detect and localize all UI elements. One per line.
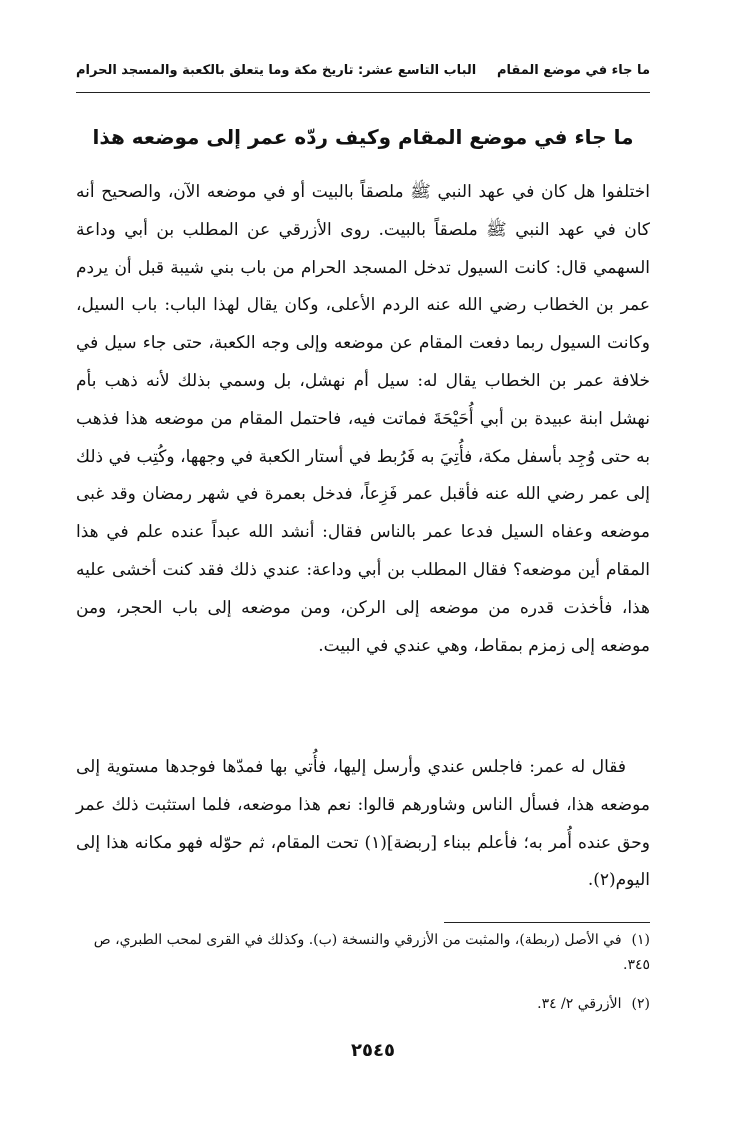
running-header	[76, 58, 650, 82]
footnotes	[76, 928, 650, 1031]
header-chapter-title: ما جاء في موضع المقام	[496, 62, 650, 78]
footnote-number: (١)	[631, 932, 650, 948]
footnote-number: (٢)	[631, 996, 650, 1012]
body-paragraph: اختلفوا هل كان في عهد النبي ﷺ ملصقاً بالبيت أو في موضعه الآن، والصحيح أنه كان في عهد النبي ﷺ ملصقاً بالبيت. روى الأزرقي عن المطلب بن أبي وداعة السهمي قال: كانت السيول تدخل المسجد الحرام من باب بني شيبة قبل أن يردم عمر بن الخطاب رضي الله عنه الردم الأعلى، وكان يقال لهذا الباب: باب السيل، وكانت السيول ربما دفعت المقام عن موضعه وإلى وجه الكعبة، حتى جاء سيل في خلافة عمر بن الخطاب يقال له: سيل أم نهشل، بل وسمي بذلك لأنه ذهب بأم نهشل ابنة عبيدة بن أبي أُحَيْحَةَ فماتت فيه، فاحتمل المقام من موضعه هذا فذهب به حتى وُجِد بأسفل مكة، فأُتِيَ به فَرُبط في أستار الكعبة في وجهها، وكُتِب في ذلك إلى عمر رضي الله عنه فأقبل عمر فَزِعاً، فدخل بعمرة في شهر رمضان وقد غبى موضعه وعفاه السيل فدعا عمر بالناس فقال: أنشد الله عبداً عنده علم في هذا المقام أين موضعه؟ فقال المطلب بن أبي وداعة: عندي ذلك فقد كنت أخشى عليه هذا، فأخذت قدره من موضعه إلى الركن، ومن موضعه إلى باب الحجر، ومن موضعه إلى زمزم بمقاط، وهي عندي في البيت.	[76, 182, 650, 656]
header-book-section: الباب التاسع عشر: تاريخ مكة وما يتعلق بالكعبة والمسجد الحرام	[76, 62, 477, 78]
body-paragraph: فقال له عمر: فاجلس عندي وأرسل إليها، فأُتي بها فمدّها فوجدها مستوية إلى موضعه هذا، فسأل الناس وشاورهم قالوا: نعم هذا موضعه، فلما استثبت ذلك عمر وحق عنده أُمر به؛ فأعلم ببناء [ربضة](١) تحت المقام، ثم حوّله فهو مكانه هذا إلى اليوم(٢).	[76, 757, 650, 891]
footnote-item	[76, 928, 650, 978]
section-title: ما جاء في موضع المقام وكيف ردّه عمر إلى موضعه هذا	[92, 125, 634, 149]
page-number: ٢٥٤٥	[351, 1040, 395, 1061]
footnote-text: الأزرقي ٢/ ٣٤.	[537, 996, 622, 1012]
footnote-divider	[444, 922, 650, 923]
header-divider	[76, 92, 650, 93]
footnote-text: في الأصل (ربطة)، والمثبت من الأزرقي والنسخة (ب). وكذلك في القرى لمحب الطبري، ص ٣٤٥.	[93, 932, 650, 973]
footnote-item	[76, 992, 650, 1017]
